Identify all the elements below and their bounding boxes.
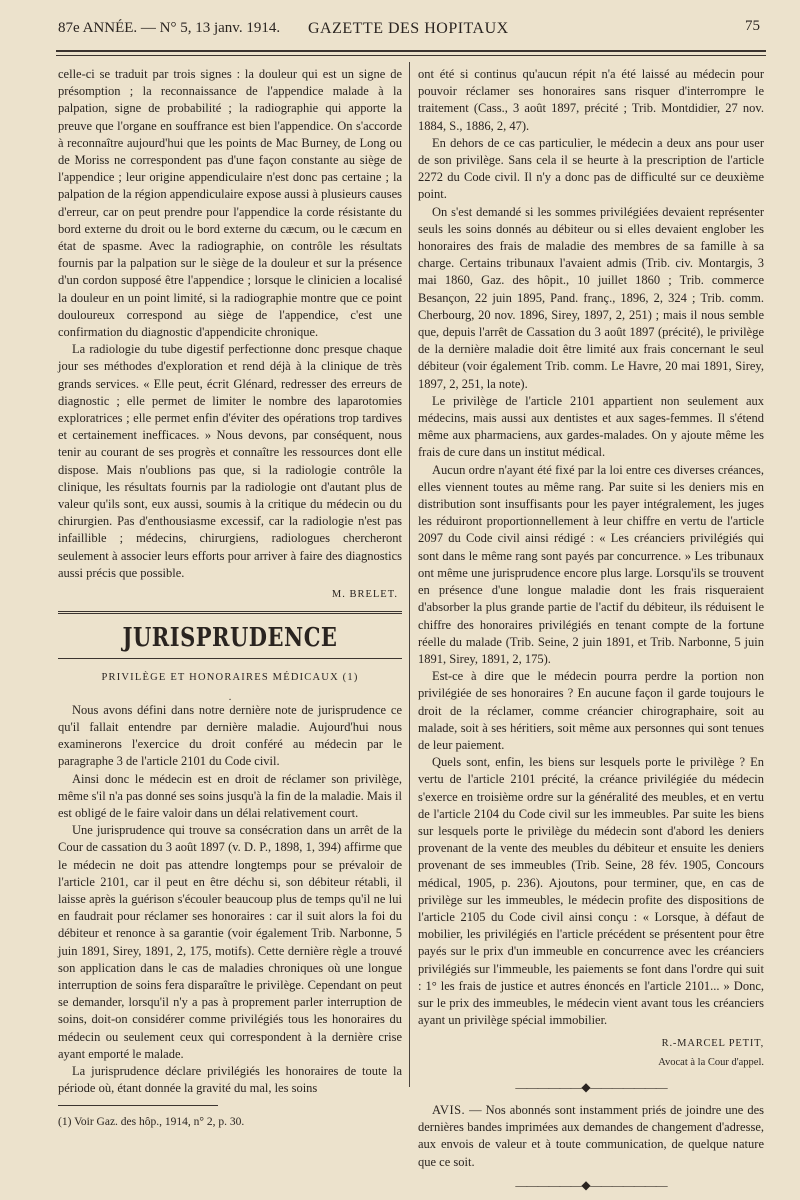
jurisprudence-paragraph: Le privilège de l'article 2101 appartient non seulement aux médecins, mais aussi aux dentistes et aux sages-femmes. Il s'étend même aux pharmaciens, aux gardes-malades. On y ajoute même les frais de cure dans un institut médical. — [418, 393, 764, 460]
avis-text: — Nos abonnés sont instamment priés de joindre une des dernières bandes imprimées aux demandes de changement d'adresse, aux envois de valeur et à toute communication, de quelque nature que ce soit. — [418, 1102, 764, 1169]
header-rule — [56, 50, 766, 52]
page-number: 75 — [745, 18, 760, 34]
ornament-divider: ――――――◆――――――― — [515, 1177, 667, 1192]
subtitle-dot: · — [228, 694, 232, 706]
avis-lead: AVIS. — [432, 1102, 466, 1117]
section-title: JURISPRUDENCE — [122, 621, 338, 653]
jurisprudence-paragraph: On s'est demandé si les sommes privilégiées devaient représenter seuls les soins donnés au débiteur ou si elles devaient englober les honoraires des frais de maladie des membres de sa famille à sa charge. Certains tribunaux l'avaient admis (Trib. civ. Montargis, 3 mai 1860, Gaz. des hôpit., 10 juillet 1860 ; Trib. commerce Besançon, 22 juin 1895, Pand. franç., 1896, 2, 324 ; Trib. comm. Cherbourg, 20 nov. 1896, Sirey, 1897, 2, 251) ; mais il nous semble que, depuis l'arrêt de Cassation du 3 août 1897 (précité), le privilège de la dernière maladie doit être limité aux frais concernant le seul débiteur (voir également Trib. comm. Le Havre, 20 mai 1891, Sirey, 1897, 2, 251, la note). — [418, 204, 764, 391]
journal-title: GAZETTE DES HOPITAUX — [308, 20, 509, 37]
footnote-text: (1) Voir Gaz. des hôp., 1914, n° 2, p. 30. — [58, 1116, 245, 1129]
author-title: Avocat à la Cour d'appel. — [658, 1056, 764, 1068]
column-divider — [409, 62, 410, 1087]
right-column — [418, 66, 764, 1200]
section-rule — [58, 658, 402, 659]
article-paragraph: La radiologie du tube digestif perfectionne donc presque chaque jour ses méthodes d'exploration et rend déjà à la clinique de très grands services. « Elle peut, écrit Glénard, redresser des erreurs de diagnostic ; elle permet de limiter le nombre des laparotomies exploratrices ; elle permet enfin d'éviter des opérations trop tardives et certainement inefficaces. » Nous devons, par conséquent, nous tenir au courant de ses progrès et connaître les ressources dont elle dispose. Mais n'oublions pas que, si la radiologie contrôle la clinique, les résultats fournis par la radiologie ont d'autant plus de valeur qu'ils sont, eux aussi, soumis à la critique du médecin ou du chirurgien. Pas d'enthousiasme excessif, car la radiologie n'est pas infaillible ; médecins, chirurgiens, radiologues chercheront seulement à associer leurs efforts pour arriver à faire des diagnostics aussi précis que possible. — [58, 342, 402, 580]
author-name: R.-MARCEL PETIT, — [661, 1038, 764, 1050]
article-signature: M. BRELET. — [331, 589, 398, 601]
section-divider — [58, 611, 402, 614]
page-header — [58, 20, 770, 46]
jurisprudence-paragraph: Une jurisprudence qui trouve sa consécration dans un arrêt de la Cour de cassation du 3 août 1897 (v. D. P., 1898, 1, 394) affirme que le médecin ne doit pas attendre longtemps pour se prévaloir de l'article 2101, car il peut en être déchu si, son débiteur rétabli, il laisse après la guérison s'écouler beaucoup plus de temps qu'il ne lui en faudrait pour réclamer ses honoraires : car il suit alors la foi du débiteur et renonce à sa garantie (voir également Trib. Narbonne, 5 juin 1891, Sirey, 1891, 2, 175, motifs). Cette dernière règle a trouvé son application dans le cas de maladies chroniques où une longue interruption de soins fera disparaître le privilège. Cependant on peut se demander, lorsqu'il n'y a pas à proprement parler interruption de soins, doit-on considérer comme privilégiés tous les honoraires du médecin ou seulement ceux qui correspondent à la dernière crise ayant emporté le malade. — [58, 823, 402, 1061]
left-column — [58, 66, 402, 1132]
jurisprudence-paragraph: ont été si continus qu'aucun répit n'a été laissé au médecin pour pouvoir réclamer ses honoraires sans risquer d'interrompre le traitement (Cass., 3 août 1897, précité ; Trib. Montdidier, 27 nov. 1884, S., 1886, 2, 47). — [418, 67, 764, 133]
footnote — [58, 1105, 245, 1131]
jurisprudence-paragraph: Aucun ordre n'ayant été fixé par la loi entre ces diverses créances, elles viennent toutes au même rang. Par suite si les deniers mis en distribution sont insuffisants pour les payer intégralement, les juges les réduiront proportionnellement à leur chiffre en vertu de l'article 2097 du Code civil ainsi rédigé : « Les créanciers privilégiés qui sont dans le même rang sont payés par concurrence. » Les tribunaux ont même une jurisprudence encore plus large. Lorsqu'ils se trouvent en présence d'une longue maladie dont les frais risqueraient d'absorber la plus grande partie de l'actif du débiteur, ils réduisent le chiffre des honoraires privilégiés en tenant compte de la fortune réelle du malade (Trib. Seine, 2 juin 1891, et Trib. Narbonne, 5 juin 1891, Sirey, 1891, 2, 175). — [418, 462, 764, 666]
issue-info: 87e ANNÉE. — N° 5, 13 janv. 1914. — [58, 20, 281, 36]
article-subtitle: PRIVILÈGE ET HONORAIRES MÉDICAUX (1) — [101, 671, 359, 683]
jurisprudence-paragraph: Ainsi donc le médecin est en droit de réclamer son privilège, même s'il n'a pas donné ses soins jusqu'à la fin de la maladie. Mais il est obligé de le faire valoir dans un délai relativement court. — [58, 771, 402, 820]
ornament-divider: ――――――◆――――――― — [515, 1079, 667, 1094]
jurisprudence-paragraph: Quels sont, enfin, les biens sur lesquels porte le privilège ? En vertu de l'article 2101 précité, la créance privilégiée du médecin s'exerce en troisième ordre sur la généralité des meubles, et en vertu de l'article 2104 du Code civil sur les immeubles. Par suite les biens sur lesquels porte le privilège du médecin sont d'abord les deniers provenant de la vente des meubles du débiteur et ensuite les deniers provenant de ses immeubles (Trib. Seine, 28 fév. 1905, Concours médical, 1905, p. 236). Ajoutons, pour terminer, que, en cas de privilège sur les immeubles, le médecin profite des dispositions de l'article 2105 du Code civil ainsi conçu : « Lorsque, à défaut de mobilier, les privilégiés en l'article précédent se présentent pour être payés sur le prix d'un immeuble en concurrence avec les créanciers privilégiés sur l'immeuble, les paiements se font dans l'ordre qui suit : 1° les frais de justice et autres énoncés en l'article 2101... » Donc, sur le prix des immeubles, le médecin vient avant tous les créanciers ayant un privilège spécial immobilier. — [418, 755, 764, 1028]
jurisprudence-paragraph: En dehors de ce cas particulier, le médecin a deux ans pour user de son privilège. Sans cela il se heurte à la prescription de l'article 2272 du Code civil. Il n'y a donc pas de difficulté sur ce deuxième point. — [418, 135, 764, 202]
jurisprudence-paragraph: Est-ce à dire que le médecin pourra perdre la portion non privilégiée de ses honoraires ? En aucune façon il garde toujours le droit de la réclamer, comme créancier chirographaire, soit au malade, soit à ses héritiers, soit même aux personnes qui sont tenues de leur paiement. — [418, 669, 764, 752]
jurisprudence-paragraph: La jurisprudence déclare privilégiés les honoraires de toute la période où, étant donnée la gravité du mal, les soins — [58, 1063, 402, 1096]
header-rule-thin — [56, 55, 766, 56]
article-paragraph: celle-ci se traduit par trois signes : la douleur qui est un signe de présomption ; la reconnaissance de l'appendice malade à la palpation, signe de probabilité ; la radiographie qui apporte la preuve que l'organe en souffrance est bien l'appendice. On s'accorde à reconnaître aujourd'hui que les points de Mac Burney, de Long ou de Moriss ne correspondent pas d'une façon constante au siège de l'appendice ; leur origine appendiculaire n'est donc pas certaine ; la palpation de la région appendiculaire expose aussi à plusieurs causes d'erreur, car on peut prendre pour l'appendice la corde résistante du bord externe du droit ou le bord externe du cæcum, ou le cæcum en état de spasme. Avec la radiographie, on contrôle les résultats fournis par la palpation sur le siège de la douleur et sur la présence d'un cordon supposé être l'appendice ; lorsque le clinicien a localisé la douleur en un point limité, si la radiographie montre que ce point douloureux correspond au siège de l'appendice, c'est une confirmation du diagnostic d'appendicite chronique. — [58, 67, 402, 340]
avis-notice — [418, 1102, 764, 1171]
jurisprudence-paragraph: Nous avons défini dans notre dernière note de jurisprudence ce qu'il fallait entendre par dernière maladie. Aujourd'hui nous examinerons l'exercice du droit conféré au médecin par le paragraphe 3 de l'article 2101 du Code civil. — [58, 702, 402, 769]
